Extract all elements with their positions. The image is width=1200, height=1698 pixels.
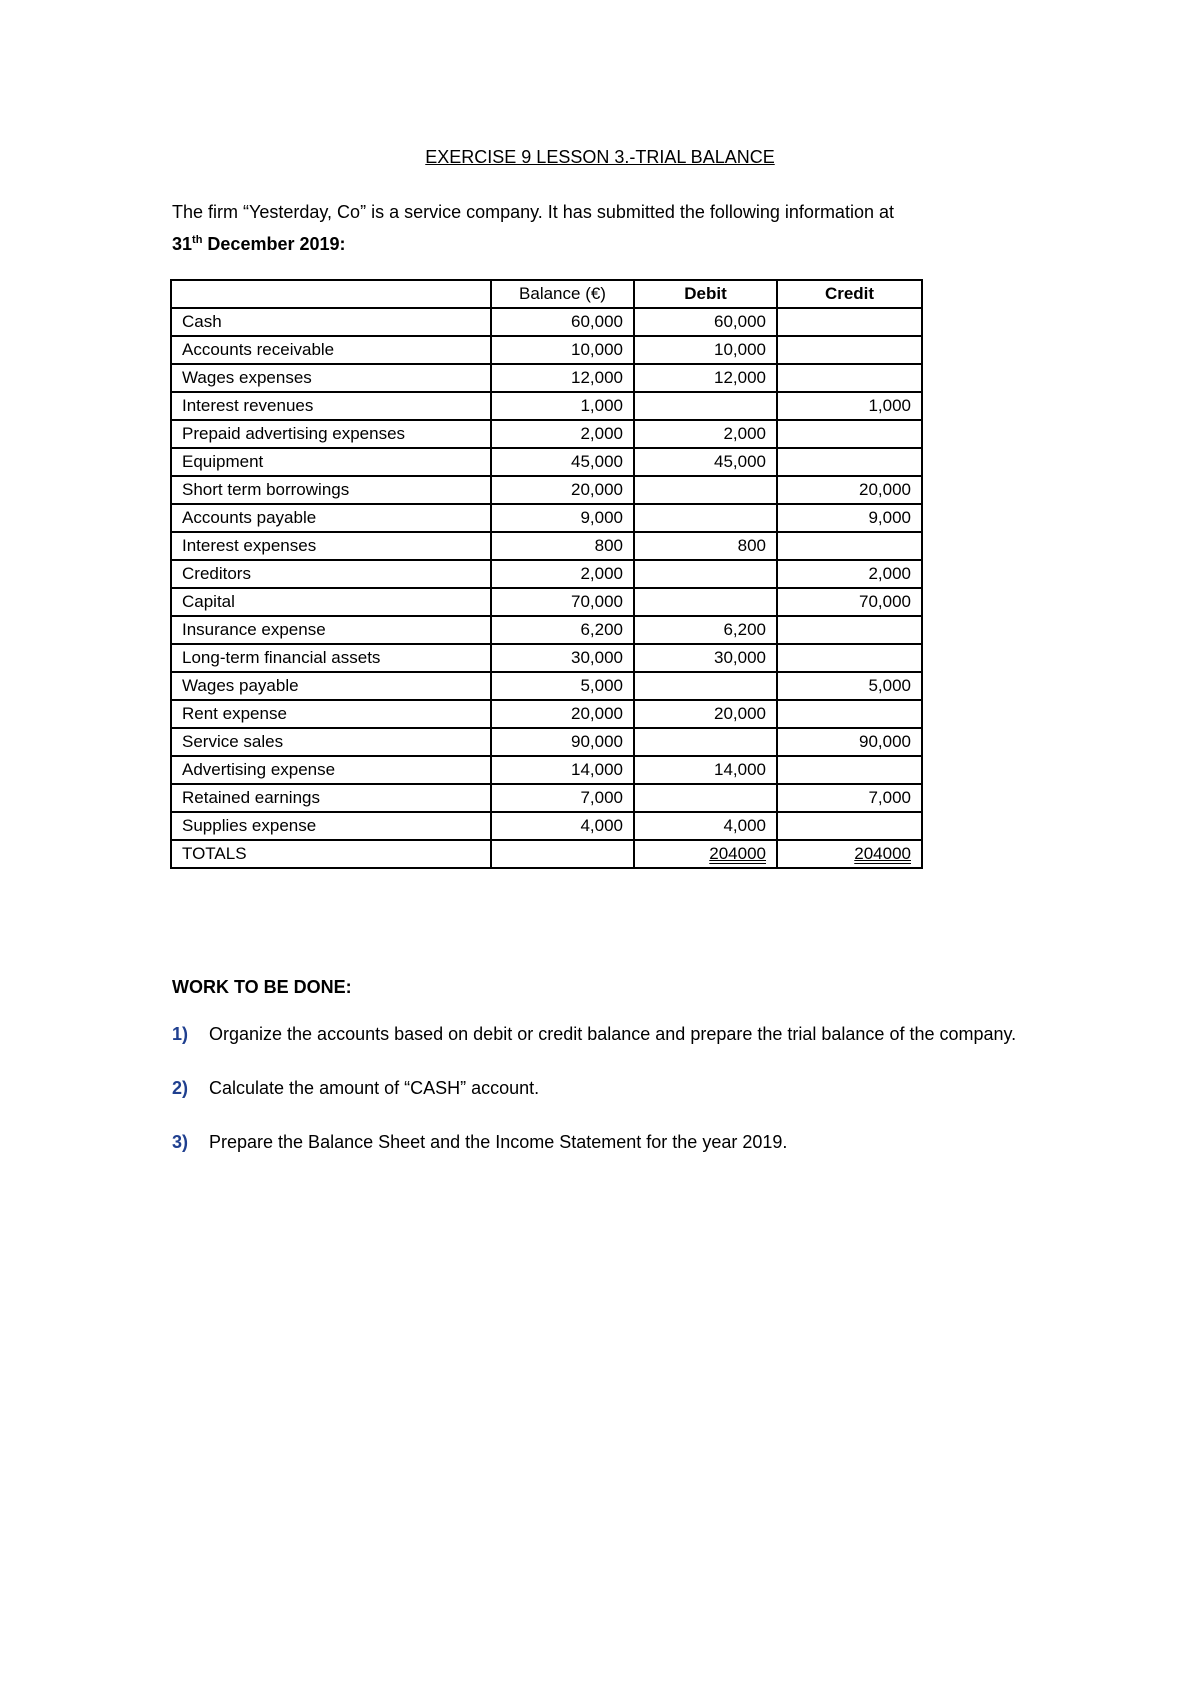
cell-account: Advertising expense bbox=[171, 756, 491, 784]
cell-balance: 2,000 bbox=[491, 420, 634, 448]
table-row bbox=[171, 420, 922, 448]
cell-credit bbox=[777, 644, 922, 672]
table-row bbox=[171, 560, 922, 588]
cell-debit: 14,000 bbox=[634, 756, 777, 784]
table-row bbox=[171, 644, 922, 672]
table-row bbox=[171, 476, 922, 504]
cell-account: Supplies expense bbox=[171, 812, 491, 840]
cell-credit bbox=[777, 364, 922, 392]
cell-credit bbox=[777, 756, 922, 784]
cell-debit: 20,000 bbox=[634, 700, 777, 728]
cell-balance: 4,000 bbox=[491, 812, 634, 840]
table-row bbox=[171, 532, 922, 560]
intro-date bbox=[172, 234, 346, 254]
cell-debit: 10,000 bbox=[634, 336, 777, 364]
cell-account: Creditors bbox=[171, 560, 491, 588]
table-row bbox=[171, 616, 922, 644]
cell-credit: 2,000 bbox=[777, 560, 922, 588]
document-title: EXERCISE 9 LESSON 3.-TRIAL BALANCE bbox=[425, 147, 775, 167]
task-text: Organize the accounts based on debit or credit balance and prepare the trial balance of the company. bbox=[209, 1024, 1017, 1044]
cell-balance: 2,000 bbox=[491, 560, 634, 588]
header-balance: Balance (€) bbox=[491, 280, 634, 308]
cell-account: Service sales bbox=[171, 728, 491, 756]
table-row bbox=[171, 336, 922, 364]
intro-date-day: 31 bbox=[172, 234, 193, 254]
table-row bbox=[171, 448, 922, 476]
header-credit: Credit bbox=[777, 280, 922, 308]
cell-account: Wages expenses bbox=[171, 364, 491, 392]
cell-account: Accounts payable bbox=[171, 504, 491, 532]
table-row bbox=[171, 392, 922, 420]
cell-debit bbox=[634, 784, 777, 812]
cell-balance: 14,000 bbox=[491, 756, 634, 784]
cell-balance: 70,000 bbox=[491, 588, 634, 616]
cell-account: Interest revenues bbox=[171, 392, 491, 420]
cell-balance: 5,000 bbox=[491, 672, 634, 700]
cell-debit bbox=[634, 560, 777, 588]
trial-balance-table bbox=[170, 279, 923, 869]
cell-credit bbox=[777, 420, 922, 448]
cell-account: Equipment bbox=[171, 448, 491, 476]
cell-balance: 20,000 bbox=[491, 476, 634, 504]
cell-balance: 6,200 bbox=[491, 616, 634, 644]
cell-credit bbox=[777, 616, 922, 644]
cell-account: Retained earnings bbox=[171, 784, 491, 812]
cell-balance: 30,000 bbox=[491, 644, 634, 672]
table-row bbox=[171, 812, 922, 840]
cell-debit bbox=[634, 588, 777, 616]
cell-credit: 20,000 bbox=[777, 476, 922, 504]
cell-debit: 45,000 bbox=[634, 448, 777, 476]
cell-credit: 70,000 bbox=[777, 588, 922, 616]
table-row bbox=[171, 672, 922, 700]
work-heading: WORK TO BE DONE: bbox=[172, 977, 352, 997]
table-row bbox=[171, 504, 922, 532]
table-row bbox=[171, 728, 922, 756]
totals-balance bbox=[491, 840, 634, 868]
cell-account: Wages payable bbox=[171, 672, 491, 700]
cell-debit: 2,000 bbox=[634, 420, 777, 448]
totals-row bbox=[171, 840, 922, 868]
cell-debit: 4,000 bbox=[634, 812, 777, 840]
cell-account: Prepaid advertising expenses bbox=[171, 420, 491, 448]
totals-credit: 204000 bbox=[777, 840, 922, 868]
cell-debit: 60,000 bbox=[634, 308, 777, 336]
cell-debit bbox=[634, 392, 777, 420]
task-text: Prepare the Balance Sheet and the Income Statement for the year 2019. bbox=[209, 1132, 788, 1152]
totals-label: TOTALS bbox=[171, 840, 491, 868]
task-item bbox=[172, 1074, 1052, 1102]
cell-debit bbox=[634, 672, 777, 700]
cell-account: Long-term financial assets bbox=[171, 644, 491, 672]
cell-account: Insurance expense bbox=[171, 616, 491, 644]
header-account bbox=[171, 280, 491, 308]
cell-balance: 45,000 bbox=[491, 448, 634, 476]
task-number: 3) bbox=[172, 1132, 189, 1152]
table-row bbox=[171, 308, 922, 336]
cell-debit: 30,000 bbox=[634, 644, 777, 672]
task-number: 1) bbox=[172, 1024, 189, 1044]
cell-credit: 5,000 bbox=[777, 672, 922, 700]
cell-balance: 12,000 bbox=[491, 364, 634, 392]
cell-account: Cash bbox=[171, 308, 491, 336]
table-header-row bbox=[171, 280, 922, 308]
table-row bbox=[171, 756, 922, 784]
cell-balance: 9,000 bbox=[491, 504, 634, 532]
task-number: 2) bbox=[172, 1078, 189, 1098]
cell-credit: 9,000 bbox=[777, 504, 922, 532]
cell-debit: 6,200 bbox=[634, 616, 777, 644]
table-row bbox=[171, 364, 922, 392]
cell-account: Short term borrowings bbox=[171, 476, 491, 504]
header-debit: Debit bbox=[634, 280, 777, 308]
cell-credit bbox=[777, 448, 922, 476]
table-row bbox=[171, 588, 922, 616]
cell-credit bbox=[777, 700, 922, 728]
task-item bbox=[172, 1020, 1052, 1048]
cell-credit bbox=[777, 336, 922, 364]
intro-date-rest: December 2019: bbox=[202, 234, 346, 254]
table-row bbox=[171, 700, 922, 728]
cell-credit bbox=[777, 812, 922, 840]
cell-balance: 800 bbox=[491, 532, 634, 560]
intro-text: The firm “Yesterday, Co” is a service company. It has submitted the following information at bbox=[172, 202, 894, 222]
cell-balance: 10,000 bbox=[491, 336, 634, 364]
cell-debit: 800 bbox=[634, 532, 777, 560]
cell-credit bbox=[777, 308, 922, 336]
task-list bbox=[172, 1020, 1052, 1182]
cell-credit: 1,000 bbox=[777, 392, 922, 420]
intro-date-suffix: th bbox=[192, 234, 203, 246]
task-text: Calculate the amount of “CASH” account. bbox=[209, 1078, 540, 1098]
cell-balance: 60,000 bbox=[491, 308, 634, 336]
cell-balance: 7,000 bbox=[491, 784, 634, 812]
cell-balance: 20,000 bbox=[491, 700, 634, 728]
task-item bbox=[172, 1128, 1052, 1156]
cell-debit bbox=[634, 504, 777, 532]
cell-balance: 90,000 bbox=[491, 728, 634, 756]
cell-account: Capital bbox=[171, 588, 491, 616]
cell-account: Accounts receivable bbox=[171, 336, 491, 364]
totals-debit: 204000 bbox=[634, 840, 777, 868]
cell-credit bbox=[777, 532, 922, 560]
cell-credit: 7,000 bbox=[777, 784, 922, 812]
cell-account: Interest expenses bbox=[171, 532, 491, 560]
cell-account: Rent expense bbox=[171, 700, 491, 728]
table-body bbox=[171, 308, 922, 840]
cell-balance: 1,000 bbox=[491, 392, 634, 420]
cell-debit bbox=[634, 476, 777, 504]
intro-paragraph bbox=[172, 198, 1052, 258]
cell-debit: 12,000 bbox=[634, 364, 777, 392]
table-row bbox=[171, 784, 922, 812]
cell-credit: 90,000 bbox=[777, 728, 922, 756]
cell-debit bbox=[634, 728, 777, 756]
